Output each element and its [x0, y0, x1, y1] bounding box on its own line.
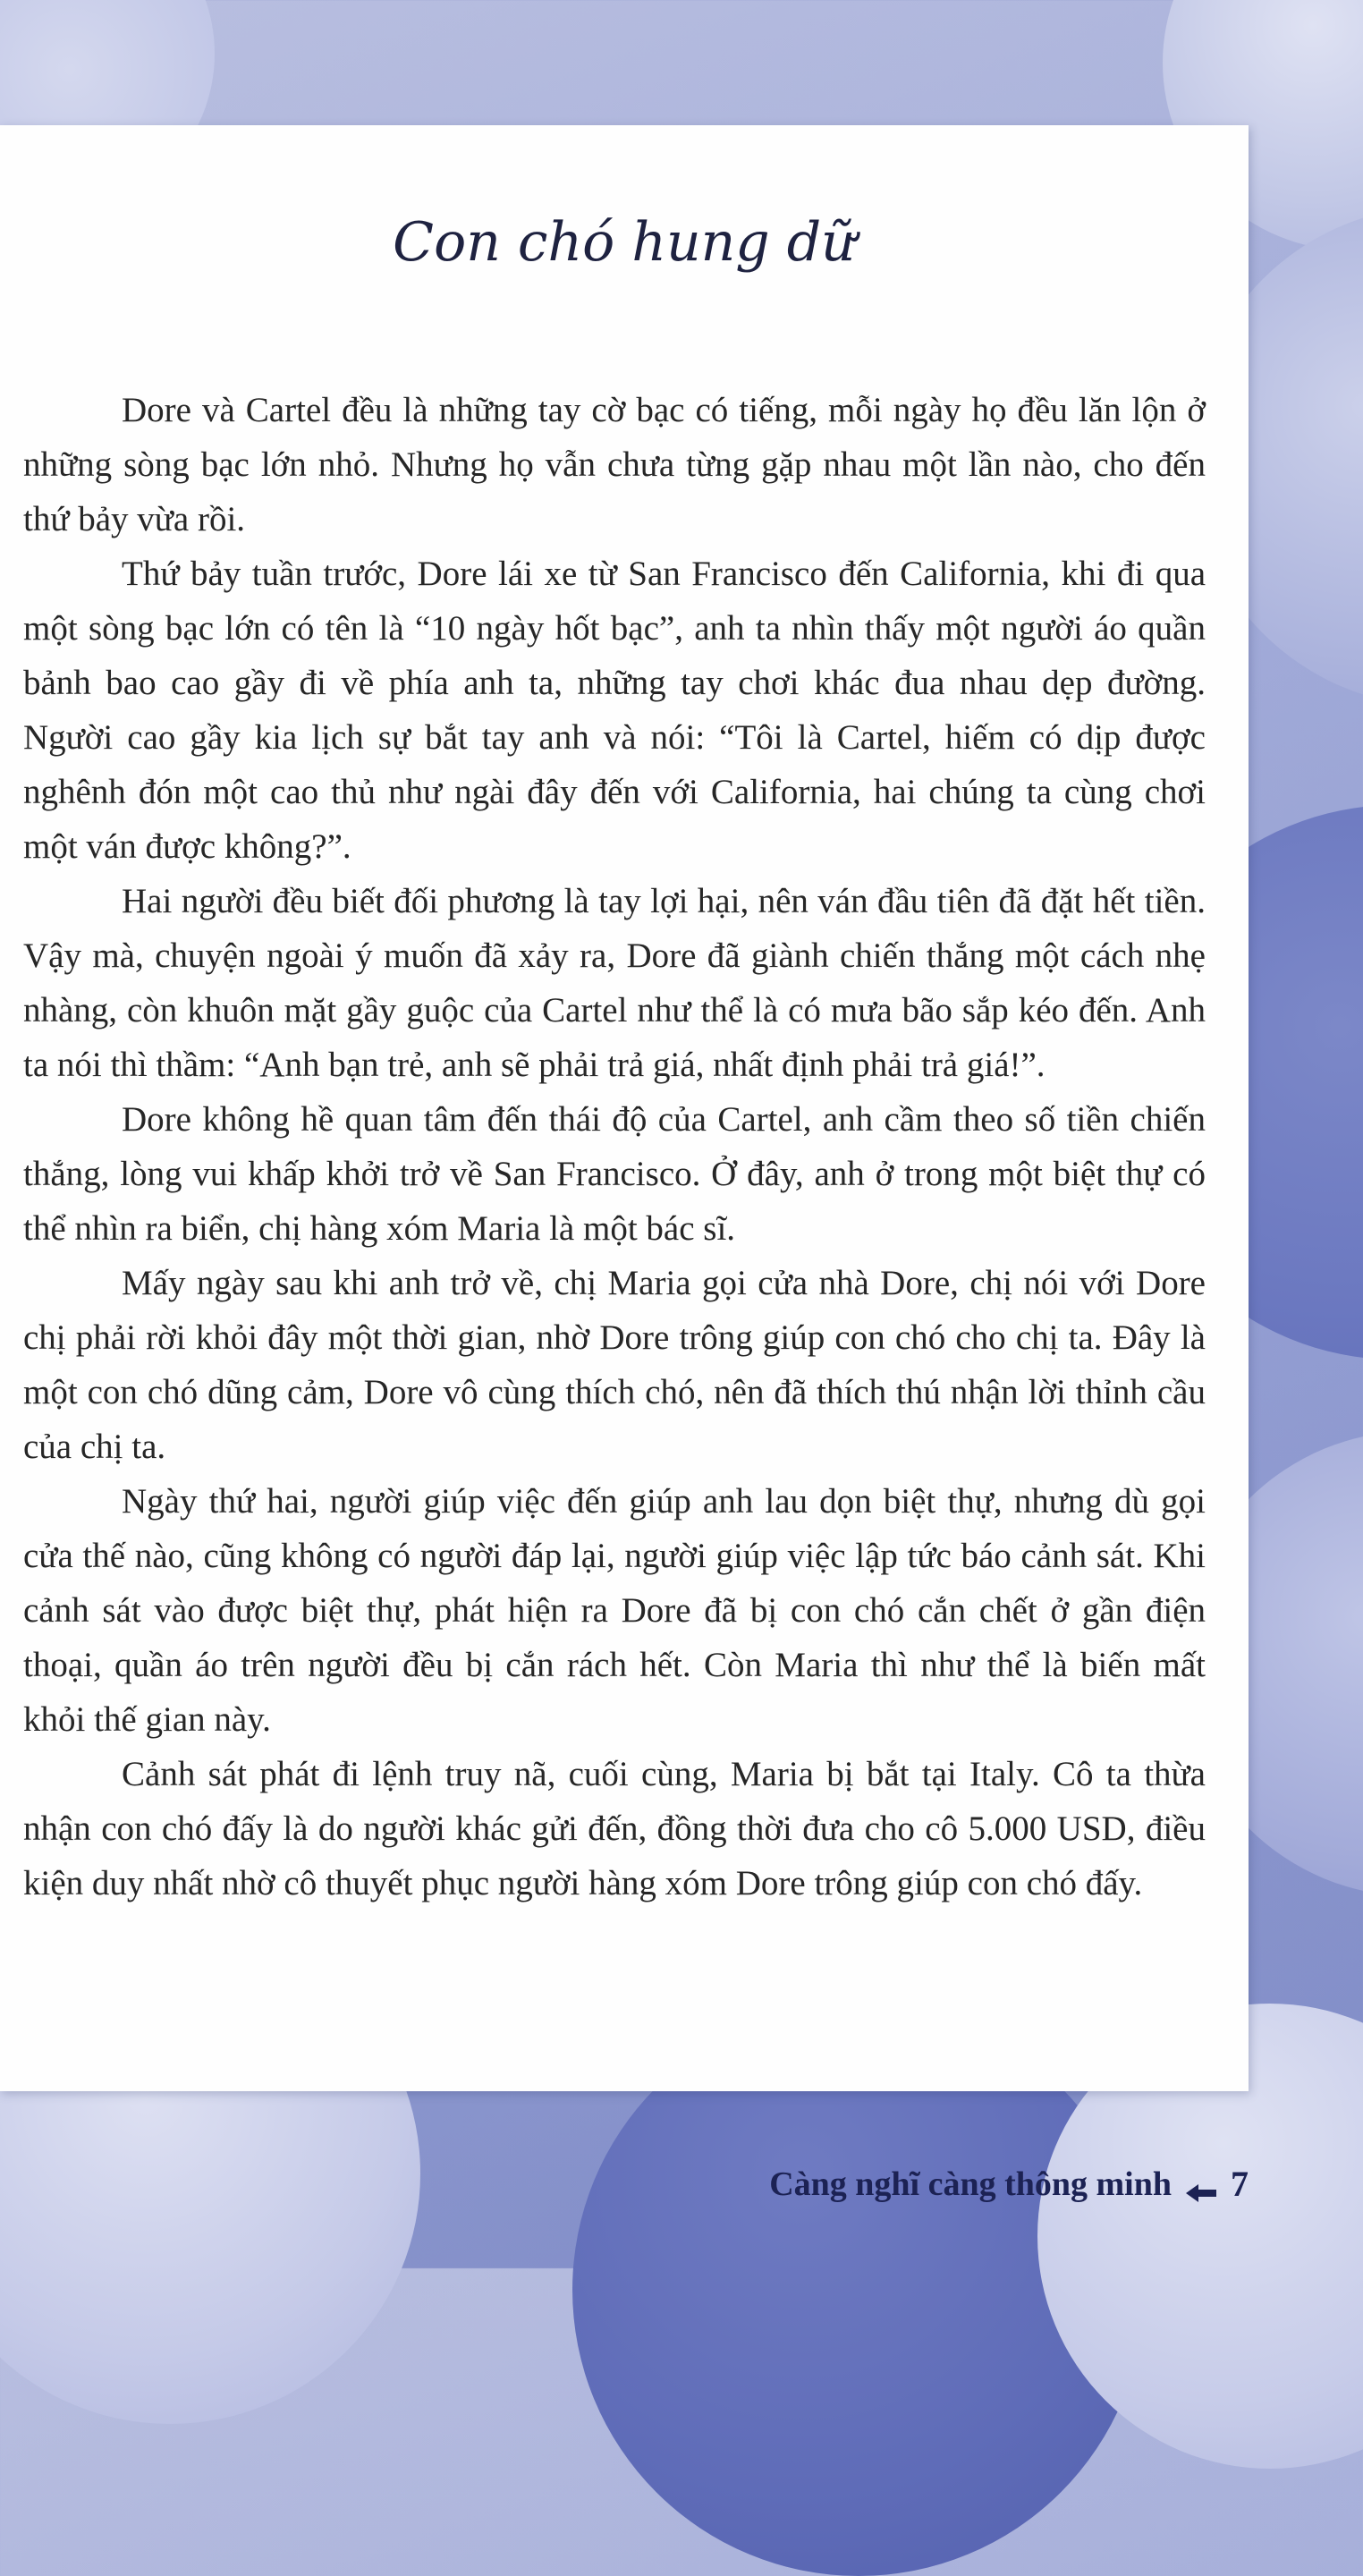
- story-paragraph: Dore và Cartel đều là những tay cờ bạc có tiếng, mỗi ngày họ đều lăn lộn ở những sòng bạc lớn nhỏ. Nhưng họ vẫn chưa từng gặp nhau một lần nào, cho đến thứ bảy vừa rồi.: [23, 391, 1206, 538]
- page-number: 7: [1231, 2164, 1249, 2204]
- text-panel: [0, 125, 1249, 2091]
- book-title: Càng nghĩ càng thông minh: [769, 2165, 1172, 2203]
- story-paragraph: Ngày thứ hai, người giúp việc đến giúp anh lau dọn biệt thự, nhưng dù gọi cửa thế nào, cũng không có người đáp lại, người giúp việc lập tức báo cảnh sát. Khi cảnh sát vào được biệt thự, phát hiện ra Dore đã bị con chó cắn chết ở gần điện thoại, quần áo trên người đều bị cắn rách hết. Còn Maria thì như thể là biến mất khỏi thế gian này.: [23, 1482, 1206, 1739]
- arrow-left-icon: [1186, 2174, 1216, 2195]
- story-paragraph: Mấy ngày sau khi anh trở về, chị Maria gọi cửa nhà Dore, chị nói với Dore chị phải rời khỏi đây một thời gian, nhờ Dore trông giúp con chó cho chị ta. Đây là một con chó dũng cảm, Dore vô cùng thích chó, nên đã thích thú nhận lời thỉnh cầu của chị ta.: [23, 1264, 1206, 1466]
- story-paragraph: Thứ bảy tuần trước, Dore lái xe từ San Francisco đến California, khi đi qua một sòng bạc lớn có tên là “10 ngày hốt bạc”, anh ta nhìn thấy một người áo quần bảnh bao cao gầy đi về phía anh ta, những tay chơi khác đua nhau dẹp đường. Người cao gầy kia lịch sự bắt tay anh và nói: “Tôi là Cartel, hiếm có dịp được nghênh đón một cao thủ như ngài đây đến với California, hai chúng ta cùng chơi một ván được không?”.: [23, 555, 1206, 866]
- story-paragraph: Dore không hề quan tâm đến thái độ của Cartel, anh cầm theo số tiền chiến thắng, lòng vui khấp khởi trở về San Francisco. Ở đây, anh ở trong một biệt thự có thể nhìn ra biển, chị hàng xóm Maria là một bác sĩ.: [23, 1100, 1206, 1248]
- story-title: Con chó hung dữ: [393, 211, 856, 274]
- story-body: [23, 383, 1206, 1911]
- story-paragraph: Cảnh sát phát đi lệnh truy nã, cuối cùng, Maria bị bắt tại Italy. Cô ta thừa nhận con chó đấy là do người khác gửi đến, đồng thời đưa cho cô 5.000 USD, điều kiện duy nhất nhờ cô thuyết phục người hàng xóm Dore trông giúp con chó đấy.: [23, 1755, 1206, 1902]
- story-paragraph: Hai người đều biết đối phương là tay lợi hại, nên ván đầu tiên đã đặt hết tiền. Vậy mà, chuyện ngoài ý muốn đã xảy ra, Dore đã giành chiến thắng một cách nhẹ nhàng, còn khuôn mặt gầy guộc của Cartel như thể là có mưa bão sắp kéo đến. Anh ta nói thì thầm: “Anh bạn trẻ, anh sẽ phải trả giá, nhất định phải trả giá!”.: [23, 882, 1206, 1084]
- page-footer: [769, 2163, 1249, 2205]
